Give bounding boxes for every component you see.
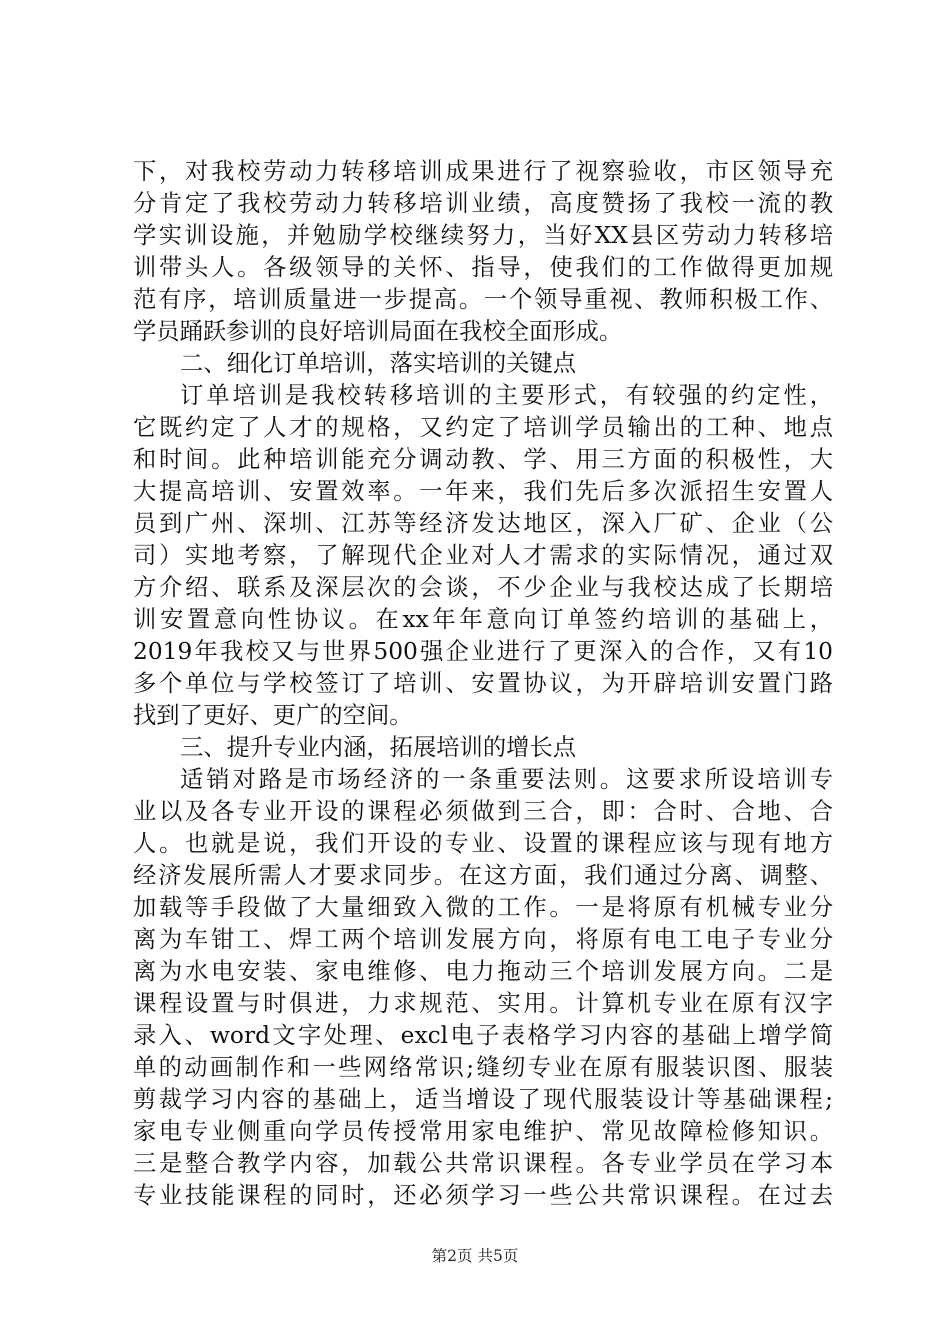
body-line: 课程设置与时俱进，力求规范、实用。计算机专业在原有汉字 [133, 990, 833, 1017]
body-line: 它既约定了人才的规格，又约定了培训学员输出的工种、地点 [133, 414, 833, 441]
body-line: 业以及各专业开设的课程必须做到三合，即：合时、合地、合 [133, 798, 833, 825]
page-number-footer: 第2页 共5页 [431, 1247, 519, 1265]
body-line: 人。也就是说，我们开设的专业、设置的课程应该与现有地方 [133, 830, 833, 857]
body-line: 剪裁学习内容的基础上，适当增设了现代服装设计等基础课程; [133, 1086, 833, 1113]
body-line: 训安置意向性协议。在xx年年意向订单签约培训的基础上， [133, 606, 833, 633]
body-line: 家电专业侧重向学员传授常用家电维护、常见故障检修知识。 [133, 1118, 833, 1145]
body-line: 三是整合教学内容，加载公共常识课程。各专业学员在学习本 [133, 1150, 833, 1177]
body-line: 方介绍、联系及深层次的会谈，不少企业与我校达成了长期培 [133, 574, 833, 601]
body-line: 下，对我校劳动力转移培训成果进行了视察验收，市区领导充 [133, 158, 833, 185]
body-line: 大提高培训、安置效率。一年来，我们先后多次派招生安置人 [133, 478, 833, 505]
body-line: 司）实地考察，了解现代企业对人才需求的实际情况，通过双 [133, 542, 833, 569]
body-line: 2019年我校又与世界500强企业进行了更深入的合作，又有10 [133, 638, 833, 665]
body-line: 订单培训是我校转移培训的主要形式，有较强的约定性， [180, 382, 833, 409]
body-line: 离为水电安装、家电维修、电力拖动三个培训发展方向。二是 [133, 958, 833, 985]
body-line: 加载等手段做了大量细致入微的工作。一是将原有机械专业分 [133, 894, 833, 921]
body-line: 分肯定了我校劳动力转移培训业绩，高度赞扬了我校一流的教 [133, 190, 833, 217]
body-line: 经济发展所需人才要求同步。在这方面，我们通过分离、调整、 [133, 862, 833, 889]
body-line: 适销对路是市场经济的一条重要法则。这要求所设培训专 [180, 766, 833, 793]
body-line: 专业技能课程的同时，还必须学习一些公共常识课程。在过去 [133, 1182, 833, 1209]
body-line: 学实训设施，并勉励学校继续努力，当好XX县区劳动力转移培 [133, 222, 833, 249]
body-line: 员到广州、深圳、江苏等经济发达地区，深入厂矿、企业（公 [133, 510, 833, 537]
section-heading: 二、细化订单培训，落实培训的关键点 [180, 350, 577, 377]
document-body [133, 156, 833, 1212]
body-line: 多个单位与学校签订了培训、安置协议，为开辟培训安置门路 [133, 670, 833, 697]
body-line: 训带头人。各级领导的关怀、指导，使我们的工作做得更加规 [133, 254, 833, 281]
body-line: 录入、word文字处理、excl电子表格学习内容的基础上增学简 [133, 1022, 833, 1049]
body-line: 范有序，培训质量进一步提高。一个领导重视、教师积极工作、 [133, 286, 833, 313]
body-line: 离为车钳工、焊工两个培训发展方向，将原有电工电子专业分 [133, 926, 833, 953]
body-line: 学员踊跃参训的良好培训局面在我校全面形成。 [133, 318, 623, 345]
body-line: 单的动画制作和一些网络常识;缝纫专业在原有服装识图、服装 [133, 1054, 833, 1081]
body-line: 找到了更好、更广的空间。 [133, 702, 413, 729]
body-line: 和时间。此种培训能充分调动教、学、用三方面的积极性，大 [133, 446, 833, 473]
section-heading: 三、提升专业内涵，拓展培训的增长点 [180, 734, 577, 761]
